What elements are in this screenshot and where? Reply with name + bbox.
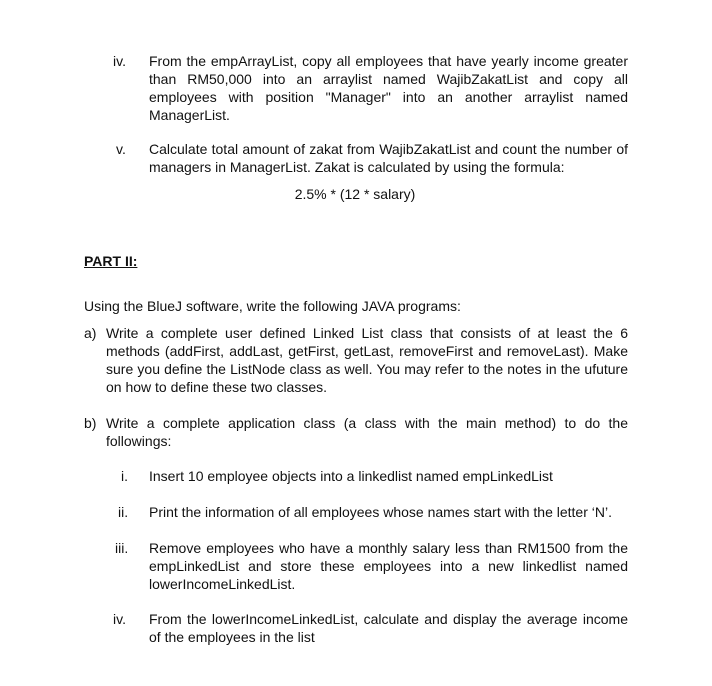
subitem-i-marker: i. xyxy=(121,468,128,484)
subitem-iii-marker: iii. xyxy=(115,540,129,556)
subitem-ii-marker: ii. xyxy=(118,504,129,520)
subitem-ii-text: Print the information of all employees whose names start with the letter ‘N’. xyxy=(149,504,612,520)
subitem-i-text: Insert 10 employee objects into a linkedlist named empLinkedList xyxy=(149,468,553,484)
part1-item-v-text: Calculate total amount of zakat from WajibZakatList and count the number of managers in ManagerList. Zakat is calculated by using the formula: xyxy=(149,141,628,175)
subitem-iii-text: Remove employees who have a monthly salary less than RM1500 from the empLinkedList and store these employees into a new linkedlist named lowerIncomeLinkedList. xyxy=(149,540,628,592)
item-b-marker: b) xyxy=(84,415,97,431)
list-marker-v: v. xyxy=(116,141,126,157)
part2-intro: Using the BlueJ software, write the following JAVA programs: xyxy=(84,298,461,314)
item-b-text: Write a complete application class (a class with the main method) to do the followings: xyxy=(106,415,628,449)
part1-item-iv-text: From the empArrayList, copy all employees that have yearly income greater than RM50,000 into an arraylist named WajibZakatList and copy all employees with position "Manager" into an another arraylist named ManagerList. xyxy=(149,53,628,123)
list-marker-iv: iv. xyxy=(113,53,126,69)
item-a-text: Write a complete user defined Linked List class that consists of at least the 6 methods (addFirst, addLast, getFirst, getLast, removeFirst and removeLast). Make sure you define the ListNode class as well. You may refer to the notes in the ufuture on how to define these two classes. xyxy=(106,325,628,395)
subitem-iv-marker: iv. xyxy=(113,611,126,627)
subitem-iv-text: From the lowerIncomeLinkedList, calculate and display the average income of the employees in the list xyxy=(149,611,628,645)
item-a-marker: a) xyxy=(84,325,97,341)
zakat-formula: 2.5% * (12 * salary) xyxy=(294,186,416,202)
part2-heading: PART II: xyxy=(84,253,138,269)
